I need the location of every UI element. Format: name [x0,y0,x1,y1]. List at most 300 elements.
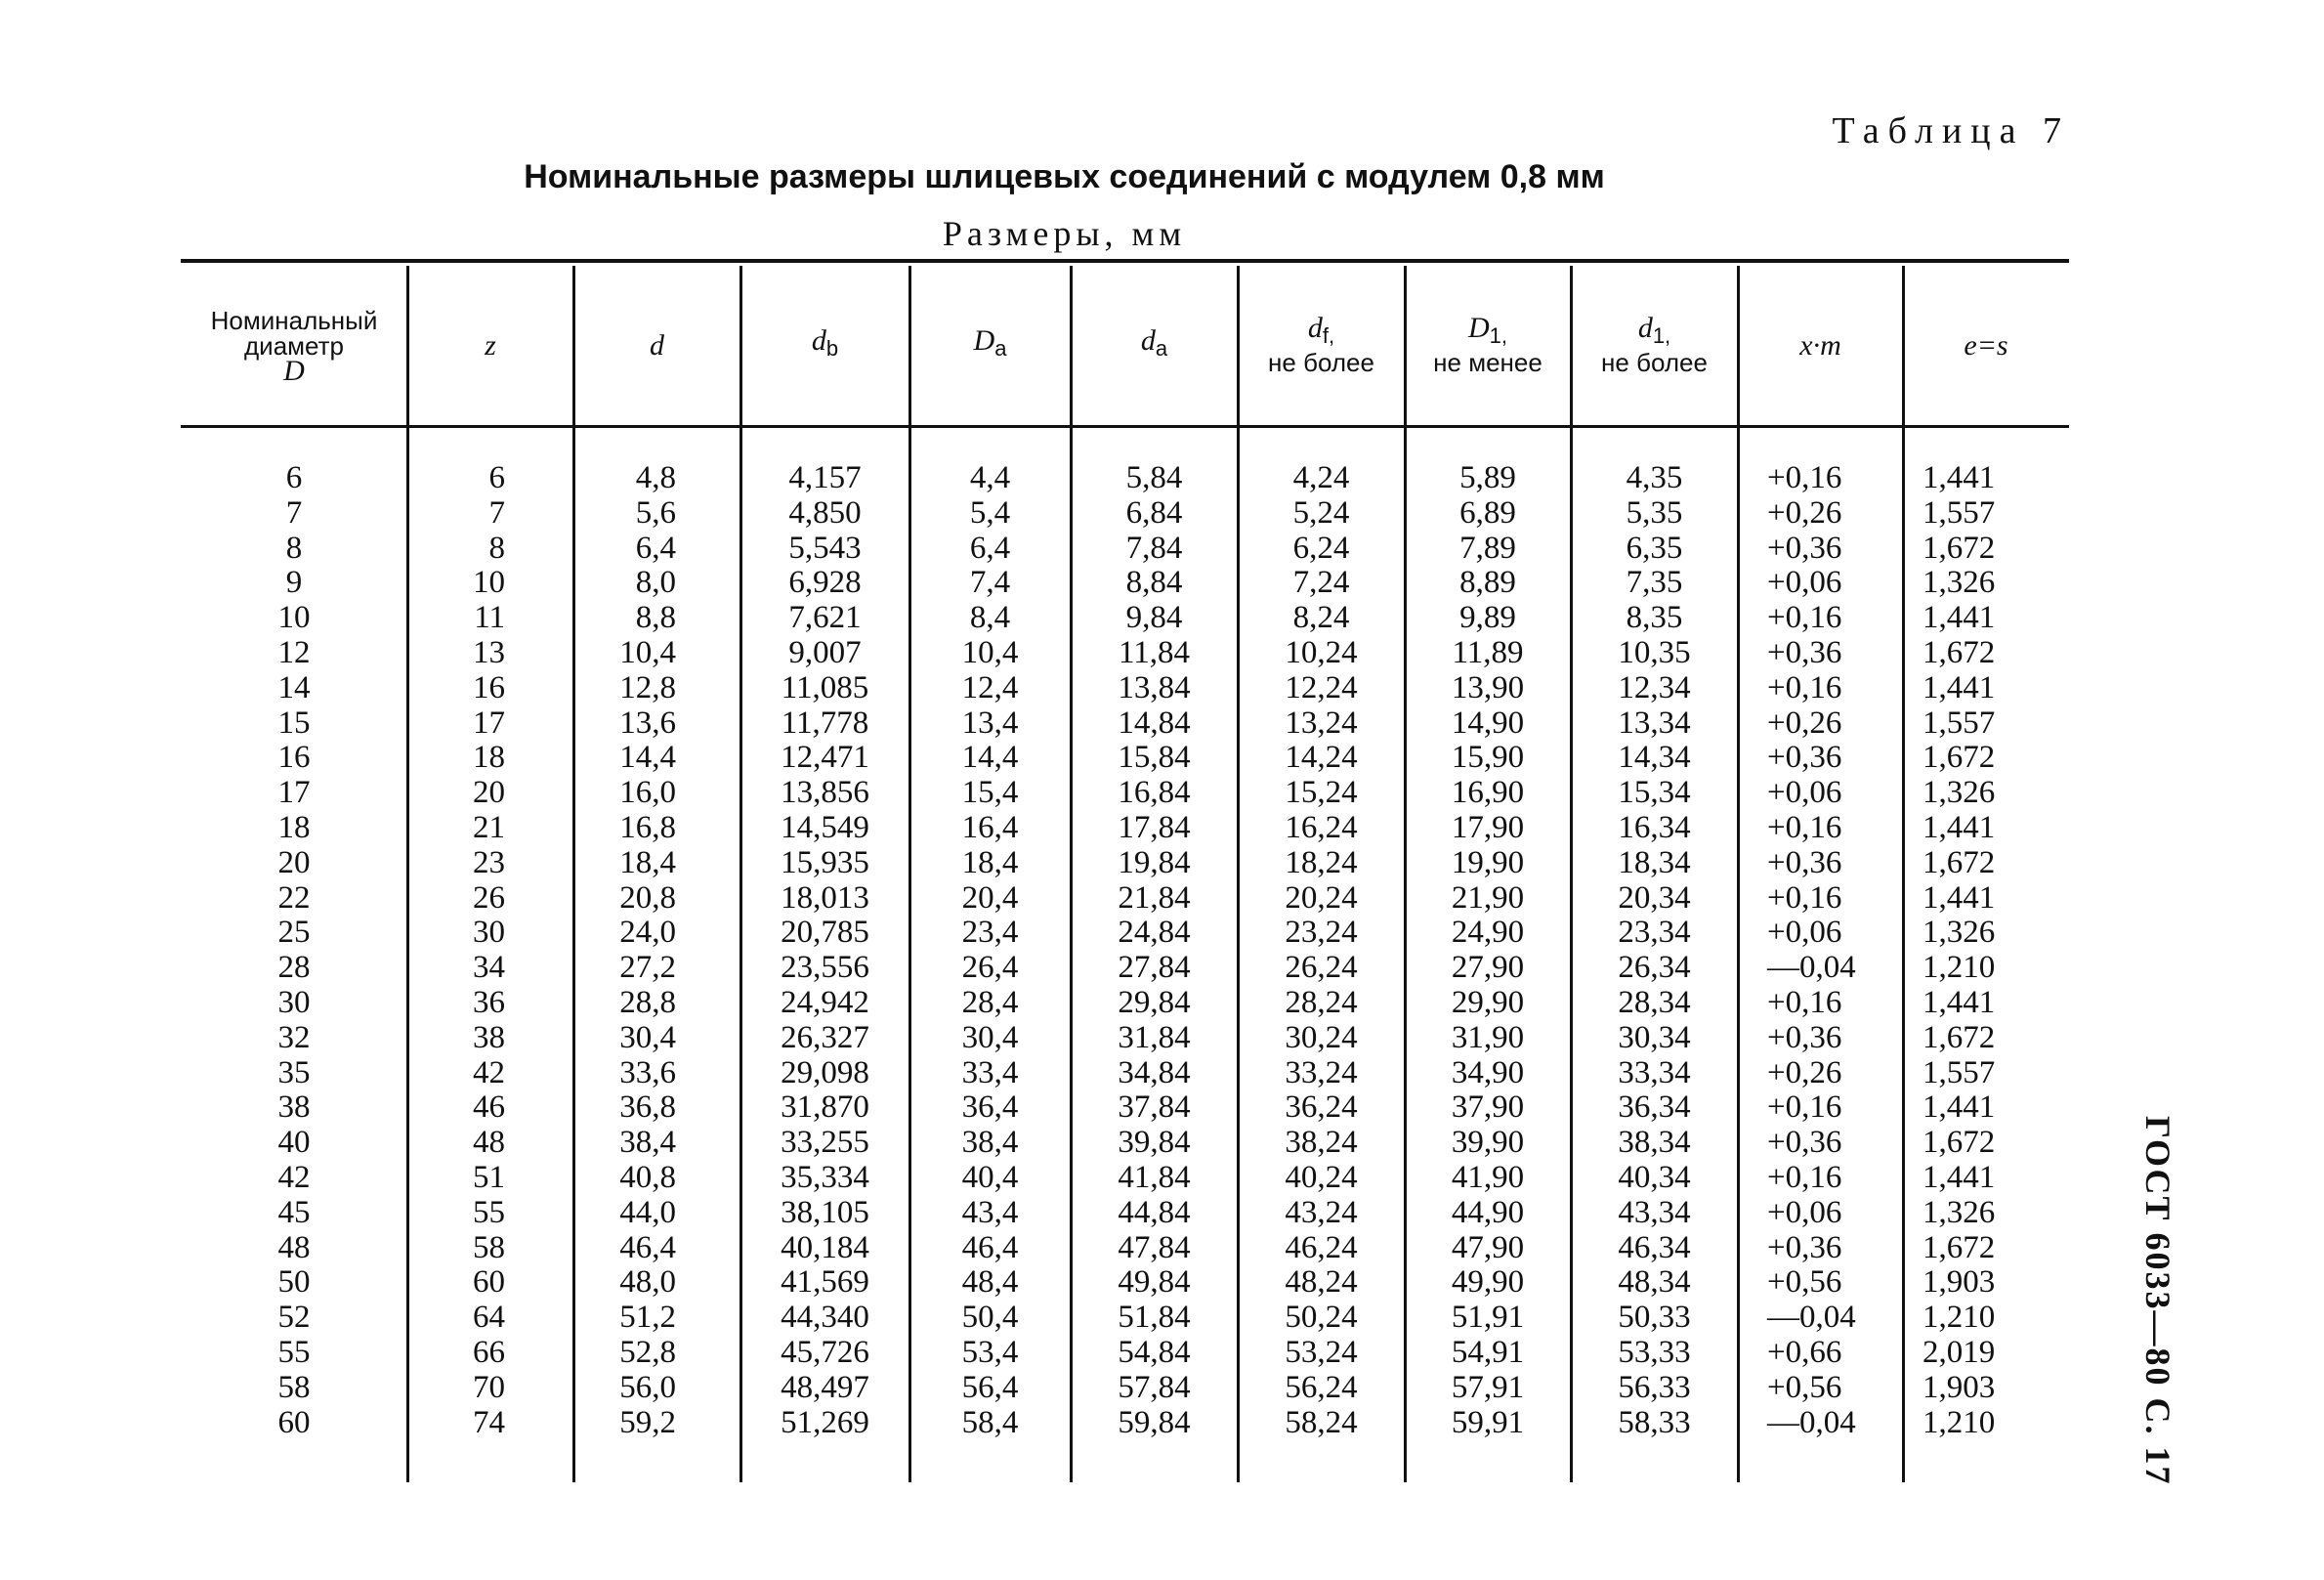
table-cell: 38,34 [1618,1125,1691,1161]
table-cell: 9,84 [1125,600,1183,636]
table-cell: 14,4 [961,740,1019,776]
table-cell: 46,34 [1618,1229,1691,1265]
table-cell: 4,850 [788,494,862,531]
table-cell: 1,441 [1923,1159,1996,1195]
table-cell: 34,90 [1451,1054,1525,1090]
header-line1: Номинальный [210,305,378,335]
header-col-d [573,266,740,425]
table-cell: 43,24 [1285,1194,1358,1230]
table-cell: 58,24 [1285,1404,1358,1440]
table-cell: 60 [277,1404,311,1440]
table-cell: 16 [473,669,505,705]
table-cell: 38,4 [619,1125,676,1161]
table-cell: 60 [473,1264,505,1301]
table-cell: 16 [277,740,311,776]
header-col-xm [1738,266,1903,425]
table-cell: 40,34 [1618,1159,1691,1195]
table-cell: 1,326 [1923,775,1996,811]
col-xm [1738,461,1903,1440]
table-cell: 42 [473,1054,505,1090]
table-cell: 27,90 [1451,950,1525,986]
table-cell: 14,84 [1118,705,1191,741]
table-cell: 43,4 [961,1194,1019,1230]
table-cell: 20,4 [961,879,1019,916]
table-cell: 10 [277,600,311,636]
table-cell: +0,16 [1767,600,1842,636]
table-cell: 9,007 [788,634,862,670]
table-cell: 38,24 [1285,1125,1358,1161]
table-cell: 14,549 [781,809,869,845]
table-cell: +0,36 [1767,530,1842,566]
table-cell: 1,441 [1923,879,1996,916]
table-cell: +0,06 [1767,1194,1842,1230]
table-cell: 10,4 [961,634,1019,670]
table-cell: 59,91 [1451,1404,1525,1440]
table-cell: 8,35 [1626,600,1683,636]
table-cell: 28,8 [619,984,676,1020]
header-symbol: d [1307,312,1323,345]
table-cell: 16,8 [619,809,676,845]
table-cell: 55 [473,1194,505,1230]
table-cell: 19,90 [1451,844,1525,880]
table-cell: 20 [473,775,505,811]
table-cell: +0,16 [1767,1159,1842,1195]
table-cell: 51,84 [1118,1300,1191,1336]
table-cell: 11,778 [781,705,869,741]
table-cell: 42 [277,1159,311,1195]
table-cell: 17,84 [1118,809,1191,845]
table-cell: 8,4 [969,600,1011,636]
table-cell: 18,34 [1618,844,1691,880]
header-symbol: d [1140,324,1156,358]
table-cell: +0,36 [1767,1019,1842,1055]
table-cell: 12,471 [781,740,869,776]
header-note: не более [1601,347,1708,377]
table-cell: 33,34 [1618,1054,1691,1090]
table-cell: 58 [473,1229,505,1265]
table-cell: 4,157 [788,460,862,495]
table-cell: 15,34 [1618,775,1691,811]
table-cell: 12,8 [619,669,676,705]
table-cell: 12,34 [1618,669,1691,705]
table-cell: 24,942 [781,984,869,1020]
table-cell: 10,4 [619,634,676,670]
header-symbol: e=s [1964,328,2008,362]
header-symbol: D [283,354,305,387]
table-cell: —0,04 [1767,1404,1856,1440]
table-cell: 5,89 [1459,460,1516,495]
table-cell: 40 [277,1125,311,1161]
table-cell: 40,4 [961,1159,1019,1195]
table-cell: 14,34 [1618,740,1691,776]
table-cell: 41,569 [781,1264,869,1301]
table-cell: 14,4 [619,740,676,776]
header-symbol-wrap [650,328,664,362]
table-cell: 26,327 [781,1019,869,1055]
table-cell: +0,26 [1767,494,1842,531]
table-cell: 53,4 [961,1334,1019,1370]
table-cell: 50,4 [961,1300,1019,1336]
table-cell: 4,4 [969,460,1011,495]
table-cell: 1,903 [1923,1264,1996,1301]
table-cell: 43,34 [1618,1194,1691,1230]
table-cell: 6,89 [1459,494,1516,531]
table-cell: 18,24 [1285,844,1358,880]
col-Da [909,461,1071,1440]
table-cell: 13,856 [781,775,869,811]
table-cell: 20,24 [1285,879,1358,916]
table-cell: 23,34 [1618,915,1691,951]
header-symbol: d [650,328,664,362]
table-cell: +0,56 [1767,1264,1842,1301]
table-cell: 16,24 [1285,809,1358,845]
table-cell: 1,672 [1923,530,1996,566]
header-col-db [740,266,909,425]
table-cell: 15 [277,705,311,741]
table-cell: 44,0 [619,1194,676,1230]
table-cell: 7,89 [1459,530,1516,566]
header-symbol-wrap [1637,312,1671,349]
table-cell: 26 [473,879,505,916]
table-cell: 51 [473,1159,505,1195]
table-cell: 49,90 [1451,1264,1525,1301]
table-cell: 28,24 [1285,984,1358,1020]
table-cell: 16,84 [1118,775,1191,811]
header-note: не менее [1433,347,1542,377]
table-cell: 28 [277,950,311,986]
col-db [740,461,909,1440]
header-symbol: D [973,324,995,358]
table-cell: 23,24 [1285,915,1358,951]
table-cell: 7,24 [1292,565,1350,601]
table-cell: 1,557 [1923,494,1996,531]
table-cell: 44,84 [1118,1194,1191,1230]
table-cell: 48,24 [1285,1264,1358,1301]
table-cell: 6,84 [1125,494,1183,531]
table-cell: 16,4 [961,809,1019,845]
table-cell: +0,66 [1767,1334,1842,1370]
table-cell: 46,4 [961,1229,1019,1265]
table-cell: 6,4 [969,530,1011,566]
table-cell: 8,84 [1125,565,1183,601]
table-cell: 36,8 [619,1089,676,1126]
table-cell: 18 [473,740,505,776]
table-cell: 11 [474,600,505,636]
table-cell: 5,24 [1292,494,1350,531]
table-cell: 1,326 [1923,565,1996,601]
table-label: Таблица 7 [1832,110,2070,151]
table-cell: 48 [277,1229,311,1265]
table-cell: 33,255 [781,1125,869,1161]
table-cell: 7 [285,494,303,531]
header-col-es [1903,266,2069,425]
table-cell: 25 [277,915,311,951]
table-cell: 48,4 [961,1264,1019,1301]
table-cell: 7,84 [1125,530,1183,566]
table-cell: 16,0 [619,775,676,811]
table-cell: +0,16 [1767,809,1842,845]
table-cell: 30,24 [1285,1019,1358,1055]
table-cell: 1,441 [1923,669,1996,705]
table-cell: +0,06 [1767,915,1842,951]
table-cell: 33,24 [1285,1054,1358,1090]
col-d [573,461,740,1440]
table-cell: 36,24 [1285,1089,1358,1126]
table-cell: 24,90 [1451,915,1525,951]
header-col-df [1238,266,1405,425]
table-cell: 9 [285,565,303,601]
table-cell: 13,34 [1618,705,1691,741]
header-subscript: a [994,336,1007,362]
table-cell: 35,334 [781,1159,869,1195]
table-cell: 24,84 [1118,915,1191,951]
table-cell: 31,90 [1451,1019,1525,1055]
table-cell: 56,0 [619,1369,676,1405]
table-cell: 24,0 [619,915,676,951]
table-cell: +0,16 [1767,1089,1842,1126]
table-cell: 13,4 [961,705,1019,741]
table-cell: 53,33 [1618,1334,1691,1370]
table-cell: 10 [473,565,505,601]
header-symbol-wrap [1140,324,1168,362]
table-cell: 26,4 [961,950,1019,986]
table-cell: 1,672 [1923,1125,1996,1161]
table-cell: 1,210 [1923,1300,1996,1336]
table-cell: 10,35 [1618,634,1691,670]
table-cell: +0,06 [1767,565,1842,601]
table-cell: 30 [473,915,505,951]
table-cell: 74 [473,1404,505,1440]
table-cell: 8 [488,530,505,566]
header-symbol: z [485,328,496,362]
table-cell: 18 [277,809,311,845]
table-cell: 44,90 [1451,1194,1525,1230]
table-cell: +0,16 [1767,460,1842,495]
table-cell: 29,84 [1118,984,1191,1020]
table-cell: 39,90 [1451,1125,1525,1161]
table-cell: 58 [277,1369,311,1405]
header-subscript: b [825,336,839,362]
table-cell: 47,84 [1118,1229,1191,1265]
table-cell: 39,84 [1118,1125,1191,1161]
header-subscript: 1, [1652,323,1671,349]
table-cell: 8 [285,530,303,566]
table-cell: 1,672 [1923,740,1996,776]
table-cell: 48 [473,1125,505,1161]
table-cell: +0,26 [1767,1054,1842,1090]
table-cell: 46,24 [1285,1229,1358,1265]
col-da [1071,461,1238,1440]
col-es [1903,461,2069,1440]
header-subscript: f, [1322,323,1335,349]
table-cell: 29,098 [781,1054,869,1090]
table-cell: 13 [473,634,505,670]
table-cell: 40,8 [619,1159,676,1195]
table-cell: 36,34 [1618,1089,1691,1126]
table-cell: +0,26 [1767,705,1842,741]
table-cell: 18,4 [961,844,1019,880]
data-table [181,266,2069,1482]
table-cell: 30,4 [619,1019,676,1055]
table-cell: 34,84 [1118,1054,1191,1090]
header-subscript: a [1155,336,1168,362]
table-cell: 4,35 [1626,460,1683,495]
table-cell: 5,35 [1626,494,1683,531]
table-cell: 1,672 [1923,844,1996,880]
table-cell: 20,34 [1618,879,1691,916]
header-note: не более [1268,347,1374,377]
table-cell: 16,34 [1618,809,1691,845]
table-cell: 17 [473,705,505,741]
table-cell: 1,672 [1923,1229,1996,1265]
table-cell: 5,543 [788,530,862,566]
table-cell: 6,35 [1626,530,1683,566]
table-cell: 1,326 [1923,1194,1996,1230]
table-cell: 59,2 [619,1404,676,1440]
header-col-Da [909,266,1071,425]
col-df [1238,461,1405,1440]
table-cell: +0,36 [1767,844,1842,880]
table-cell: 1,672 [1923,634,1996,670]
table-cell: 23,4 [961,915,1019,951]
table-cell: 31,84 [1118,1019,1191,1055]
table-cell: 11,89 [1452,634,1524,670]
table-cell: 38 [277,1089,311,1126]
table-title: Номинальные размеры шлицевых соединений с модулем 0,8 мм [524,158,1605,195]
table-cell: 13,84 [1118,669,1191,705]
table-cell: 46 [473,1089,505,1126]
table-cell: 40,184 [781,1229,869,1265]
table-cell: 1,441 [1923,809,1996,845]
table-cell: 48,34 [1618,1264,1691,1301]
table-cell: 6,928 [788,565,862,601]
table-cell: 6,4 [635,530,676,566]
table-cell: 23,556 [781,950,869,986]
header-subscript: 1, [1489,323,1508,349]
table-cell: 66 [473,1334,505,1370]
table-cell: 38,4 [961,1125,1019,1161]
table-cell: 26,34 [1618,950,1691,986]
table-cell: 36 [473,984,505,1020]
header-symbol-wrap [283,354,305,387]
table-cell: 56,24 [1285,1369,1358,1405]
table-cell: 56,33 [1618,1369,1691,1405]
table-cell: 21 [473,809,505,845]
table-cell: 7 [488,494,505,531]
table-cell: 51,91 [1451,1300,1525,1336]
col-nominal-diameter [181,461,407,1440]
table-cell: 37,84 [1118,1089,1191,1126]
header-symbol-wrap [811,324,839,362]
table-cell: 4,8 [635,460,676,495]
table-cell: 21,90 [1451,879,1525,916]
header-col-d1 [1571,266,1738,425]
table-cell: 30,34 [1618,1019,1691,1055]
table-cell: 58,33 [1618,1404,1691,1440]
table-cell: 7,4 [969,565,1011,601]
table-cell: 13,24 [1285,705,1358,741]
table-cell: 50,33 [1618,1300,1691,1336]
table-cell: —0,04 [1767,950,1856,986]
table-cell: 27,2 [619,950,676,986]
table-cell: 7,35 [1626,565,1683,601]
table-cell: —0,04 [1767,1300,1856,1336]
table-cell: 1,441 [1923,600,1996,636]
table-cell: 31,870 [781,1089,869,1126]
table-cell: 13,90 [1451,669,1525,705]
table-cell: 28,34 [1618,984,1691,1020]
table-cell: 48,497 [781,1369,869,1405]
table-cell: 30,4 [961,1019,1019,1055]
table-cell: 11,84 [1118,634,1191,670]
table-cell: 59,84 [1118,1404,1191,1440]
table-cell: 36,4 [961,1089,1019,1126]
table-cell: 47,90 [1451,1229,1525,1265]
table-cell: 1,441 [1923,984,1996,1020]
table-cell: +0,06 [1767,775,1842,811]
table-cell: 38 [473,1019,505,1055]
table-cell: 16,90 [1451,775,1525,811]
col-d1 [1571,461,1738,1440]
table-cell: 1,210 [1923,950,1996,986]
header-symbol-wrap [1799,328,1841,362]
table-cell: 6 [488,460,505,495]
table-cell: 44,340 [781,1300,869,1336]
header-col-z [407,266,573,425]
table-cell: 46,4 [619,1229,676,1265]
col-D1 [1405,461,1571,1440]
table-cell: 15,935 [781,844,869,880]
table-cell: 27,84 [1118,950,1191,986]
table-cell: 20,8 [619,879,676,916]
table-cell: 28,4 [961,984,1019,1020]
table-cell: 8,8 [635,600,676,636]
table-cell: +0,56 [1767,1369,1842,1405]
table-cell: 52,8 [619,1334,676,1370]
table-cell: 5,4 [969,494,1011,531]
table-cell: 57,91 [1451,1369,1525,1405]
table-cell: 1,441 [1923,1089,1996,1126]
header-symbol-wrap [1964,328,2008,362]
table-cell: 1,557 [1923,1054,1996,1090]
table-cell: 1,210 [1923,1404,1996,1440]
table-cell: 26,24 [1285,950,1358,986]
header-col-nominal-diameter [181,266,407,425]
table-cell: 6,24 [1292,530,1350,566]
table-cell: 45 [277,1194,311,1230]
table-cell: +0,16 [1767,984,1842,1020]
header-col-D1 [1405,266,1571,425]
table-cell: 54,84 [1118,1334,1191,1370]
table-cell: 17 [277,775,311,811]
table-cell: 23 [473,844,505,880]
table-cell: 1,557 [1923,705,1996,741]
table-cell: 8,89 [1459,565,1516,601]
table-cell: 33,6 [619,1054,676,1090]
table-cell: 37,90 [1451,1089,1525,1126]
table-cell: 20 [277,844,311,880]
header-symbol-wrap [1467,312,1508,349]
table-cell: 5,6 [635,494,676,531]
table-cell: 50,24 [1285,1300,1358,1336]
table-cell: +0,36 [1767,1229,1842,1265]
table-cell: 13,6 [619,705,676,741]
table-cell: 5,84 [1125,460,1183,495]
table-cell: 15,84 [1118,740,1191,776]
table-cell: 49,84 [1118,1264,1191,1301]
table-cell: 70 [473,1369,505,1405]
header-line2: диаметр [244,330,344,361]
